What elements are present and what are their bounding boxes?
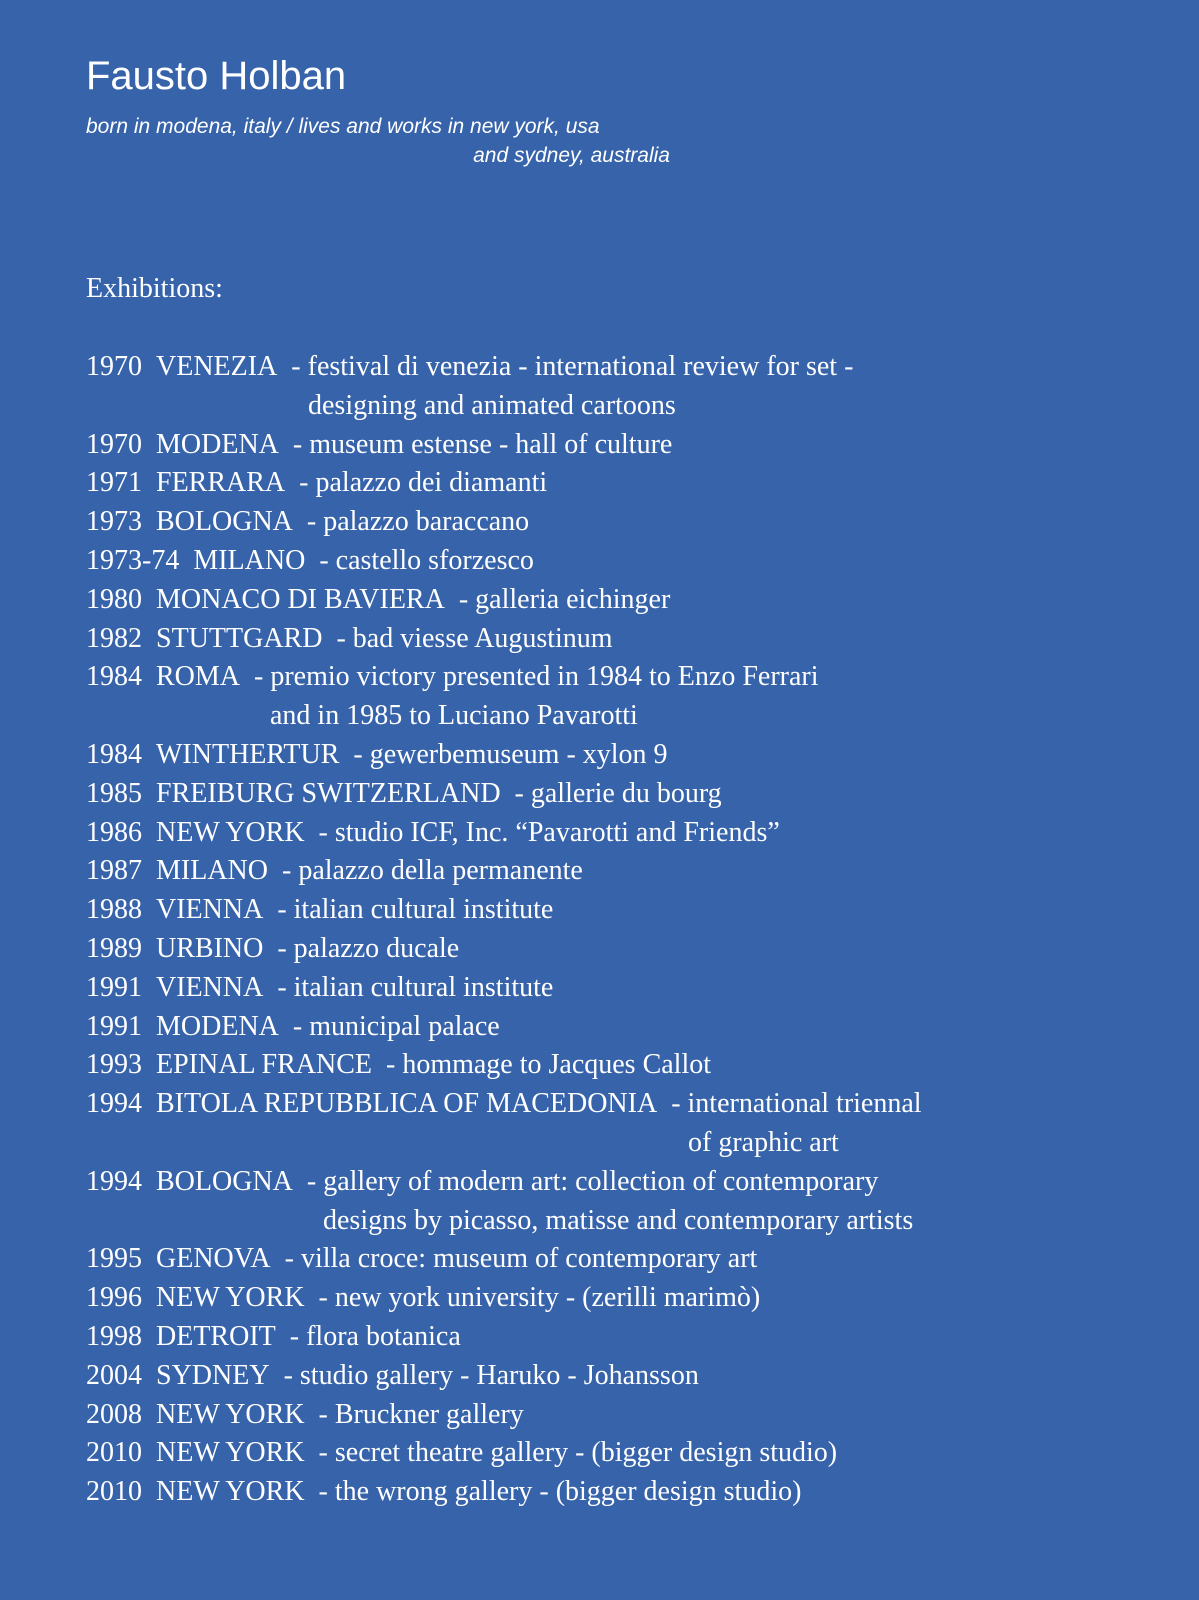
exhibition-venue: palazzo della permanente [298,855,583,887]
exhibition-main-line: 1986 NEW YORK - studio ICF, Inc. “Pavarotti and Friends” [86,816,780,848]
exhibition-city: BOLOGNA [156,506,293,538]
exhibition-venue: festival di venezia - international review for set - [307,351,854,382]
exhibition-entry [86,426,1186,465]
exhibition-venue: secret theatre gallery - (bigger design studio) [334,1437,838,1469]
exhibition-city: MODENA [156,428,279,460]
exhibition-venue: museum estense - hall of culture [309,428,673,460]
exhibition-main-line: 1984 ROMA - premio victory presented in 1984 to Enzo Ferrari [86,661,819,693]
exhibition-city: VIENNA [156,894,264,926]
exhibition-year: 1996 [86,1282,142,1314]
exhibition-city: MONACO DI BAVIERA [156,583,445,615]
exhibition-year: 1984 [86,738,142,770]
exhibition-venue: studio gallery - Haruko - Johansson [299,1359,699,1391]
exhibition-main-line: 1991 MODENA - municipal palace [86,1010,500,1042]
exhibition-venue: flora botanica [306,1320,461,1352]
exhibition-venue: the wrong gallery - (bigger design studio) [334,1476,802,1508]
exhibition-year: 1973-74 [86,544,180,576]
exhibition-entry [86,658,1186,736]
exhibition-year: 1973 [86,506,142,538]
exhibition-main-line: 1980 MONACO DI BAVIERA - galleria eichinger [86,583,671,615]
exhibition-main-line: 1987 MILANO - palazzo della permanente [86,855,583,887]
exhibition-city: NEW YORK [156,1398,305,1430]
exhibition-main-line: 2004 SYDNEY - studio gallery - Haruko - Johansson [86,1359,699,1391]
exhibition-entry [86,775,1186,814]
exhibition-year: 1994 [86,1088,142,1120]
exhibition-city: SYDNEY [156,1359,270,1391]
exhibition-city: EPINAL FRANCE [156,1049,372,1081]
exhibition-main-line: 1994 BOLOGNA - gallery of modern art: collection of contemporary [86,1165,879,1197]
exhibition-city: DETROIT [156,1320,276,1352]
exhibition-main-line: 2008 NEW YORK - Bruckner gallery [86,1398,524,1430]
exhibition-year: 1971 [86,467,142,499]
exhibition-venue: bad viesse Augustinum [352,622,613,654]
exhibition-main-line: 1993 EPINAL FRANCE - hommage to Jacques Callot [86,1049,712,1081]
exhibition-year: 2004 [86,1359,142,1391]
exhibitions-list [86,348,1186,1512]
artist-bio [86,112,686,170]
exhibition-venue-continuation: and in 1985 to Luciano Pavarotti [270,700,638,732]
exhibition-venue-continuation: of graphic art [688,1126,839,1158]
exhibition-entry [86,1046,1186,1085]
exhibition-venue: villa croce: museum of contemporary art [300,1243,758,1275]
exhibition-main-line: 1995 GENOVA - villa croce: museum of contemporary art [86,1243,758,1275]
exhibition-entry [86,1318,1186,1357]
exhibition-main-line: 1985 FREIBURG SWITZERLAND - gallerie du bourg [86,777,722,809]
exhibition-entry [86,1279,1186,1318]
exhibition-year: 1998 [86,1320,142,1352]
exhibition-main-line: 1970 MODENA - museum estense - hall of culture [86,428,673,460]
exhibition-venue: palazzo ducale [293,932,460,964]
exhibition-venue: hommage to Jacques Callot [402,1049,712,1081]
exhibition-entry [86,1008,1186,1047]
exhibition-entry [86,969,1186,1008]
exhibition-entry [86,930,1186,969]
exhibition-year: 1986 [86,816,142,848]
exhibition-year: 1982 [86,622,142,654]
bio-line-1: born in modena, italy / lives and works in new york, usa [86,115,600,138]
exhibition-main-line: 2010 NEW YORK - the wrong gallery - (bigger design studio) [86,1476,802,1508]
exhibition-city: NEW YORK [156,1476,305,1508]
exhibition-entry [86,620,1186,659]
exhibition-city: NEW YORK [156,1282,305,1314]
exhibition-entry [86,348,1186,426]
exhibition-year: 1989 [86,932,142,964]
exhibition-venue: gewerbemuseum - xylon 9 [369,738,668,770]
exhibition-venue: Bruckner gallery [334,1398,524,1430]
exhibition-entry [86,1396,1186,1435]
exhibition-entry [86,1473,1186,1512]
exhibition-year: 2010 [86,1437,142,1469]
exhibition-entry [86,1085,1186,1163]
exhibition-year: 1970 [86,351,142,382]
exhibition-city: WINTHERTUR [156,738,340,770]
exhibition-main-line: 1989 URBINO - palazzo ducale [86,932,460,964]
exhibition-city: FREIBURG SWITZERLAND [156,777,501,809]
exhibition-city: GENOVA [156,1243,271,1275]
exhibition-year: 1970 [86,428,142,460]
exhibition-venue: international triennal [687,1088,922,1120]
exhibition-city: FERRARA [156,467,286,499]
exhibition-city: BOLOGNA [156,1165,293,1197]
exhibition-city: ROMA [156,661,241,693]
bio-line-2: and sydney, australia [473,144,670,167]
exhibition-entry [86,814,1186,853]
exhibition-venue-continuation: designs by picasso, matisse and contemporary artists [323,1204,914,1236]
exhibition-city: BITOLA REPUBBLICA OF MACEDONIA [156,1088,658,1120]
exhibition-city: MILANO [156,855,268,887]
exhibition-main-line: 1988 VIENNA - italian cultural institute [86,894,554,926]
exhibition-venue: premio victory presented in 1984 to Enzo Ferrari [270,661,819,693]
exhibition-entry [86,503,1186,542]
exhibition-main-line: 1998 DETROIT - flora botanica [86,1320,461,1352]
exhibition-entry [86,1357,1186,1396]
exhibition-city: MODENA [156,1010,279,1042]
exhibition-main-line: 1982 STUTTGARD - bad viesse Augustinum [86,622,613,654]
exhibition-venue: gallery of modern art: collection of contemporary [323,1165,879,1197]
exhibition-entry [86,1163,1186,1241]
exhibition-year: 1987 [86,855,142,887]
exhibition-year: 1993 [86,1049,142,1081]
exhibition-venue-continuation: designing and animated cartoons [308,389,676,421]
exhibition-city: VENEZIA [156,351,278,382]
exhibition-city: NEW YORK [156,816,305,848]
exhibition-venue: studio ICF, Inc. “Pavarotti and Friends” [334,816,780,848]
artist-name: Fausto Holban [86,54,347,98]
exhibition-main-line: 1973-74 MILANO - castello sforzesco [86,544,534,576]
exhibition-year: 2008 [86,1398,142,1430]
exhibition-venue: new york university - (zerilli marimò) [334,1282,761,1314]
exhibition-entry [86,852,1186,891]
exhibition-year: 1994 [86,1165,142,1197]
exhibition-main-line: 1991 VIENNA - italian cultural institute [86,971,554,1003]
exhibition-year: 1995 [86,1243,142,1275]
exhibition-entry [86,542,1186,581]
exhibition-venue: municipal palace [309,1010,500,1042]
exhibition-year: 1988 [86,894,142,926]
exhibition-main-line: 1996 NEW YORK - new york university - (zerilli marimò) [86,1282,761,1314]
exhibition-venue: italian cultural institute [293,894,554,926]
exhibition-entry [86,1434,1186,1473]
exhibition-city: NEW YORK [156,1437,305,1469]
exhibition-main-line: 1984 WINTHERTUR - gewerbemuseum - xylon 9 [86,738,668,770]
exhibition-main-line: 1971 FERRARA - palazzo dei diamanti [86,467,548,499]
exhibition-main-line: 2010 NEW YORK - secret theatre gallery - (bigger design studio) [86,1437,838,1469]
exhibition-year: 1991 [86,971,142,1003]
exhibition-year: 2010 [86,1476,142,1508]
exhibition-city: STUTTGARD [156,622,323,654]
exhibition-entry [86,736,1186,775]
exhibition-year: 1991 [86,1010,142,1042]
exhibition-venue: italian cultural institute [293,971,554,1003]
exhibition-venue: gallerie du bourg [530,777,722,809]
exhibition-city: URBINO [156,932,264,964]
exhibition-venue: galleria eichinger [475,583,671,615]
exhibition-year: 1980 [86,583,142,615]
exhibition-main-line: 1973 BOLOGNA - palazzo baraccano [86,506,530,538]
exhibition-entry [86,464,1186,503]
exhibition-city: MILANO [193,544,306,576]
exhibition-entry [86,891,1186,930]
exhibition-main-line: 1970 VENEZIA - festival di venezia - international review for set - [86,351,854,382]
exhibition-venue: castello sforzesco [335,544,534,576]
exhibition-year: 1984 [86,661,142,693]
exhibition-venue: palazzo baraccano [323,506,530,538]
exhibition-entry [86,1240,1186,1279]
exhibition-year: 1985 [86,777,142,809]
exhibitions-heading: Exhibitions: [86,273,223,304]
exhibition-main-line: 1994 BITOLA REPUBBLICA OF MACEDONIA - international triennal [86,1088,922,1120]
exhibition-venue: palazzo dei diamanti [315,467,548,499]
exhibition-entry [86,581,1186,620]
exhibition-city: VIENNA [156,971,264,1003]
